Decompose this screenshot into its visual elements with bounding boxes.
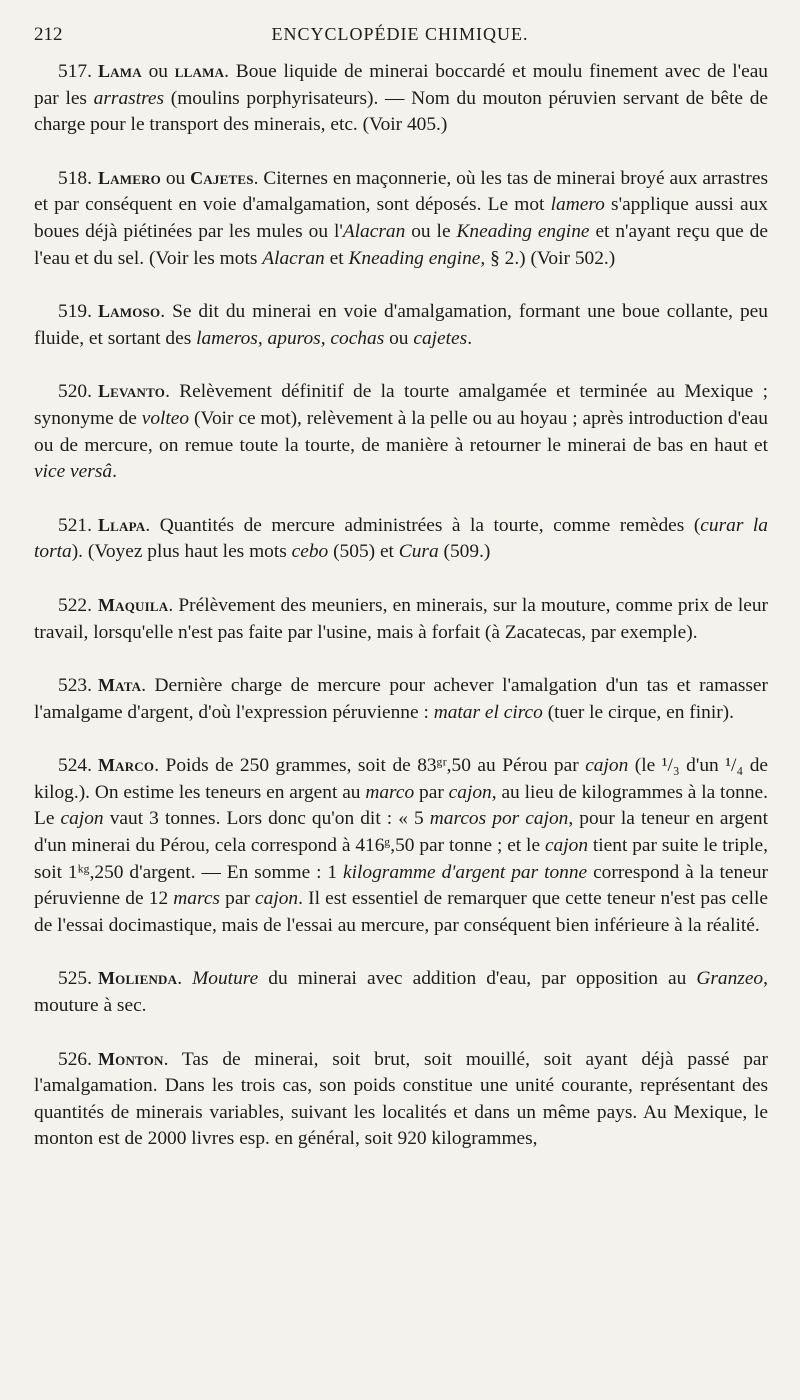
entry-number: 524. <box>58 755 92 777</box>
entry-text: et n'ayant reçu que de l'eau et du sel. (Voir les mots <box>34 220 768 269</box>
italic-text: kilogramme d'argent par tonne <box>343 861 588 883</box>
entry-number: 519. <box>58 301 92 323</box>
italic-text: lamero <box>550 194 605 216</box>
entry-text: , mouture à sec. <box>34 968 768 1017</box>
entry-text: . <box>177 968 193 990</box>
entry-text: . <box>467 327 473 349</box>
italic-text: matar el circo <box>433 701 543 723</box>
entry-text: s'applique aussi aux boues déjà piétinées par les mules ou l' <box>34 194 768 242</box>
entry-text: vaut 3 tonnes. Lors donc qu'on dit : « 5 <box>103 808 430 830</box>
italic-text: Mouture <box>192 968 259 990</box>
dictionary-entry <box>34 672 768 726</box>
entry-term: Mata <box>97 675 142 696</box>
entries-body <box>34 58 768 1179</box>
italic-text: cebo <box>291 541 329 563</box>
italic-text: cajon <box>448 781 492 803</box>
entry-term: Monton <box>97 1048 164 1069</box>
entry-text: . Quantités de mercure administrées à la tourte, comme remèdes ( <box>145 514 701 536</box>
entry-text: . Il est essentiel de remarquer que cette teneur n'est pas celle de l'essai docimastique, mais de l'essai au mercure, par conséquent bien inférieure à la réalité. <box>34 888 768 936</box>
italic-text: marco <box>365 781 415 803</box>
italic-text: Cura <box>398 541 439 563</box>
italic-text: cajon <box>585 755 629 777</box>
italic-text: cajon <box>544 835 589 857</box>
entry-text: correspond à la teneur péruvienne de 12 <box>34 861 768 910</box>
italic-text: lameros, apuros, cochas <box>196 327 385 349</box>
entry-text: (tuer le cirque, en finir). <box>542 701 734 723</box>
entry-term: Molienda <box>97 968 178 989</box>
entry-text: § 2.) (Voir 502.) <box>485 247 616 269</box>
entry-text: , au lieu de kilogrammes à la tonne. Le <box>34 781 768 830</box>
entry-text: . Poids de 250 grammes, soit de 83ᵍʳ,50 au Pérou par <box>154 755 586 777</box>
page-number: 212 <box>34 24 63 45</box>
entry-term: Levanto <box>97 381 166 402</box>
entry-text: . Citernes en maçonnerie, où les tas de minerai broyé aux arrastres et par conséquent en voie d'amalgamation, sont déposés. Le mot <box>34 167 768 216</box>
entry-text: par <box>414 781 449 803</box>
entry-number: 522. <box>58 594 92 616</box>
dictionary-entry <box>34 512 768 566</box>
entry-text: . <box>112 461 117 483</box>
dictionary-entry <box>34 298 768 352</box>
dictionary-entry <box>34 165 768 272</box>
entry-text: (le ¹/₃ d'un ¹/₄ de kilog.). On estime les teneurs en argent au <box>34 755 768 803</box>
italic-text: Granzeo <box>696 968 764 990</box>
term-connector: ou <box>160 167 191 189</box>
dictionary-entry <box>34 592 768 646</box>
entry-term: Maquila <box>97 594 169 615</box>
entry-text: . Prélèvement des meuniers, en minerais, sur la mouture, comme prix de leur travail, lorsqu'elle n'est pas faite par l'usine, mais à forfait (à Zacatecas, par exemple). <box>34 594 768 643</box>
italic-text: Alacran <box>342 220 406 242</box>
entry-number: 521. <box>58 514 92 536</box>
italic-text: Alacran <box>262 247 325 269</box>
entry-number: 517. <box>58 61 92 82</box>
italic-text: vice versâ <box>34 461 113 483</box>
entry-term-alt: llama <box>174 61 225 81</box>
italic-text: marcs <box>173 888 220 910</box>
entry-term: Llapa <box>97 514 146 535</box>
dictionary-entry <box>34 752 768 939</box>
entry-text: (Voir ce mot), relèvement à la pelle ou au hoyau ; après introduction d'eau ou de mercure, on remue toute la tourte, de manière à retourner le minerai de bas en haut et <box>34 407 768 456</box>
entry-text: . Tas de minerai, soit brut, soit mouillé, soit ayant déjà passé par l'amalgamation. Dans les trois cas, son poids constitue une unité courante, représentant des quantités de minerais variables, suivant les localités et dans un même pays. Au Mexique, le monton est de 2000 livres esp. en général, soit 920 kilogrammes, <box>34 1048 768 1150</box>
entry-text: . Boue liquide de minerai boccardé et moulu finement avec de l'eau par les <box>34 61 768 109</box>
entry-term-alt: Cajetes <box>190 167 254 188</box>
entry-text: . Dernière charge de mercure pour achever l'amalgation d'un tas et ramasser l'amalgame d'argent, d'où l'expression péruvienne : <box>34 675 768 723</box>
entry-text: et <box>324 247 349 269</box>
entry-number: 520. <box>58 381 92 403</box>
running-title: ENCYCLOPÉDIE CHIMIQUE. <box>271 24 529 44</box>
entry-text: ). (Voyez plus haut les mots <box>71 541 292 563</box>
entry-text: par <box>219 888 256 910</box>
italic-text: arrastres <box>93 87 165 109</box>
italic-text: marcos por cajon <box>429 808 569 830</box>
entry-number: 525. <box>58 968 92 990</box>
entry-text: ou le <box>405 220 457 242</box>
entry-text: (505) et <box>328 541 399 563</box>
dictionary-entry <box>34 1046 768 1153</box>
entry-text: (509.) <box>438 541 491 563</box>
entry-text: (moulins porphyrisateurs). — Nom du mouton péruvien servant de bête de charge pour le transport des minerais, etc. (Voir 405.) <box>34 87 768 136</box>
entry-term: Marco <box>97 755 155 776</box>
italic-text: cajon <box>255 888 299 910</box>
italic-text: volteo <box>141 407 190 429</box>
italic-text: cajetes <box>413 327 468 349</box>
italic-text: cajon <box>60 808 104 830</box>
entry-number: 518. <box>58 167 92 189</box>
dictionary-entry <box>34 378 768 485</box>
entry-term: Lama <box>97 61 142 81</box>
entry-text: tient par suite le triple, soit 1ᵏᵍ,250 d'argent. — En somme : 1 <box>34 835 768 883</box>
entry-text: . Se dit du minerai en voie d'amalgamation, formant une boue collante, peu fluide, et sortant des <box>34 301 768 349</box>
italic-text: curar la torta <box>34 514 768 563</box>
page-header <box>34 20 766 50</box>
entry-text: ou <box>384 327 414 349</box>
italic-text: Kneading engine, <box>348 247 486 269</box>
entry-text: , pour la teneur en argent d'un minerai du Pérou, cela correspond à 416ᵍ,50 par tonne ; et le <box>34 808 768 857</box>
entry-text: . Relèvement définitif de la tourte amalgamée et terminée au Mexique ; synonyme de <box>34 381 768 429</box>
entry-number: 523. <box>58 675 92 697</box>
italic-text: Kneading engine <box>456 220 590 242</box>
entry-term: Lamoso <box>97 301 161 322</box>
dictionary-entry <box>34 58 768 139</box>
entry-term: Lamero <box>97 167 161 188</box>
dictionary-entry <box>34 965 768 1019</box>
entry-text: du minerai avec addition d'eau, par opposition au <box>258 968 697 990</box>
term-connector: ou <box>141 61 175 82</box>
entry-number: 526. <box>58 1048 92 1070</box>
